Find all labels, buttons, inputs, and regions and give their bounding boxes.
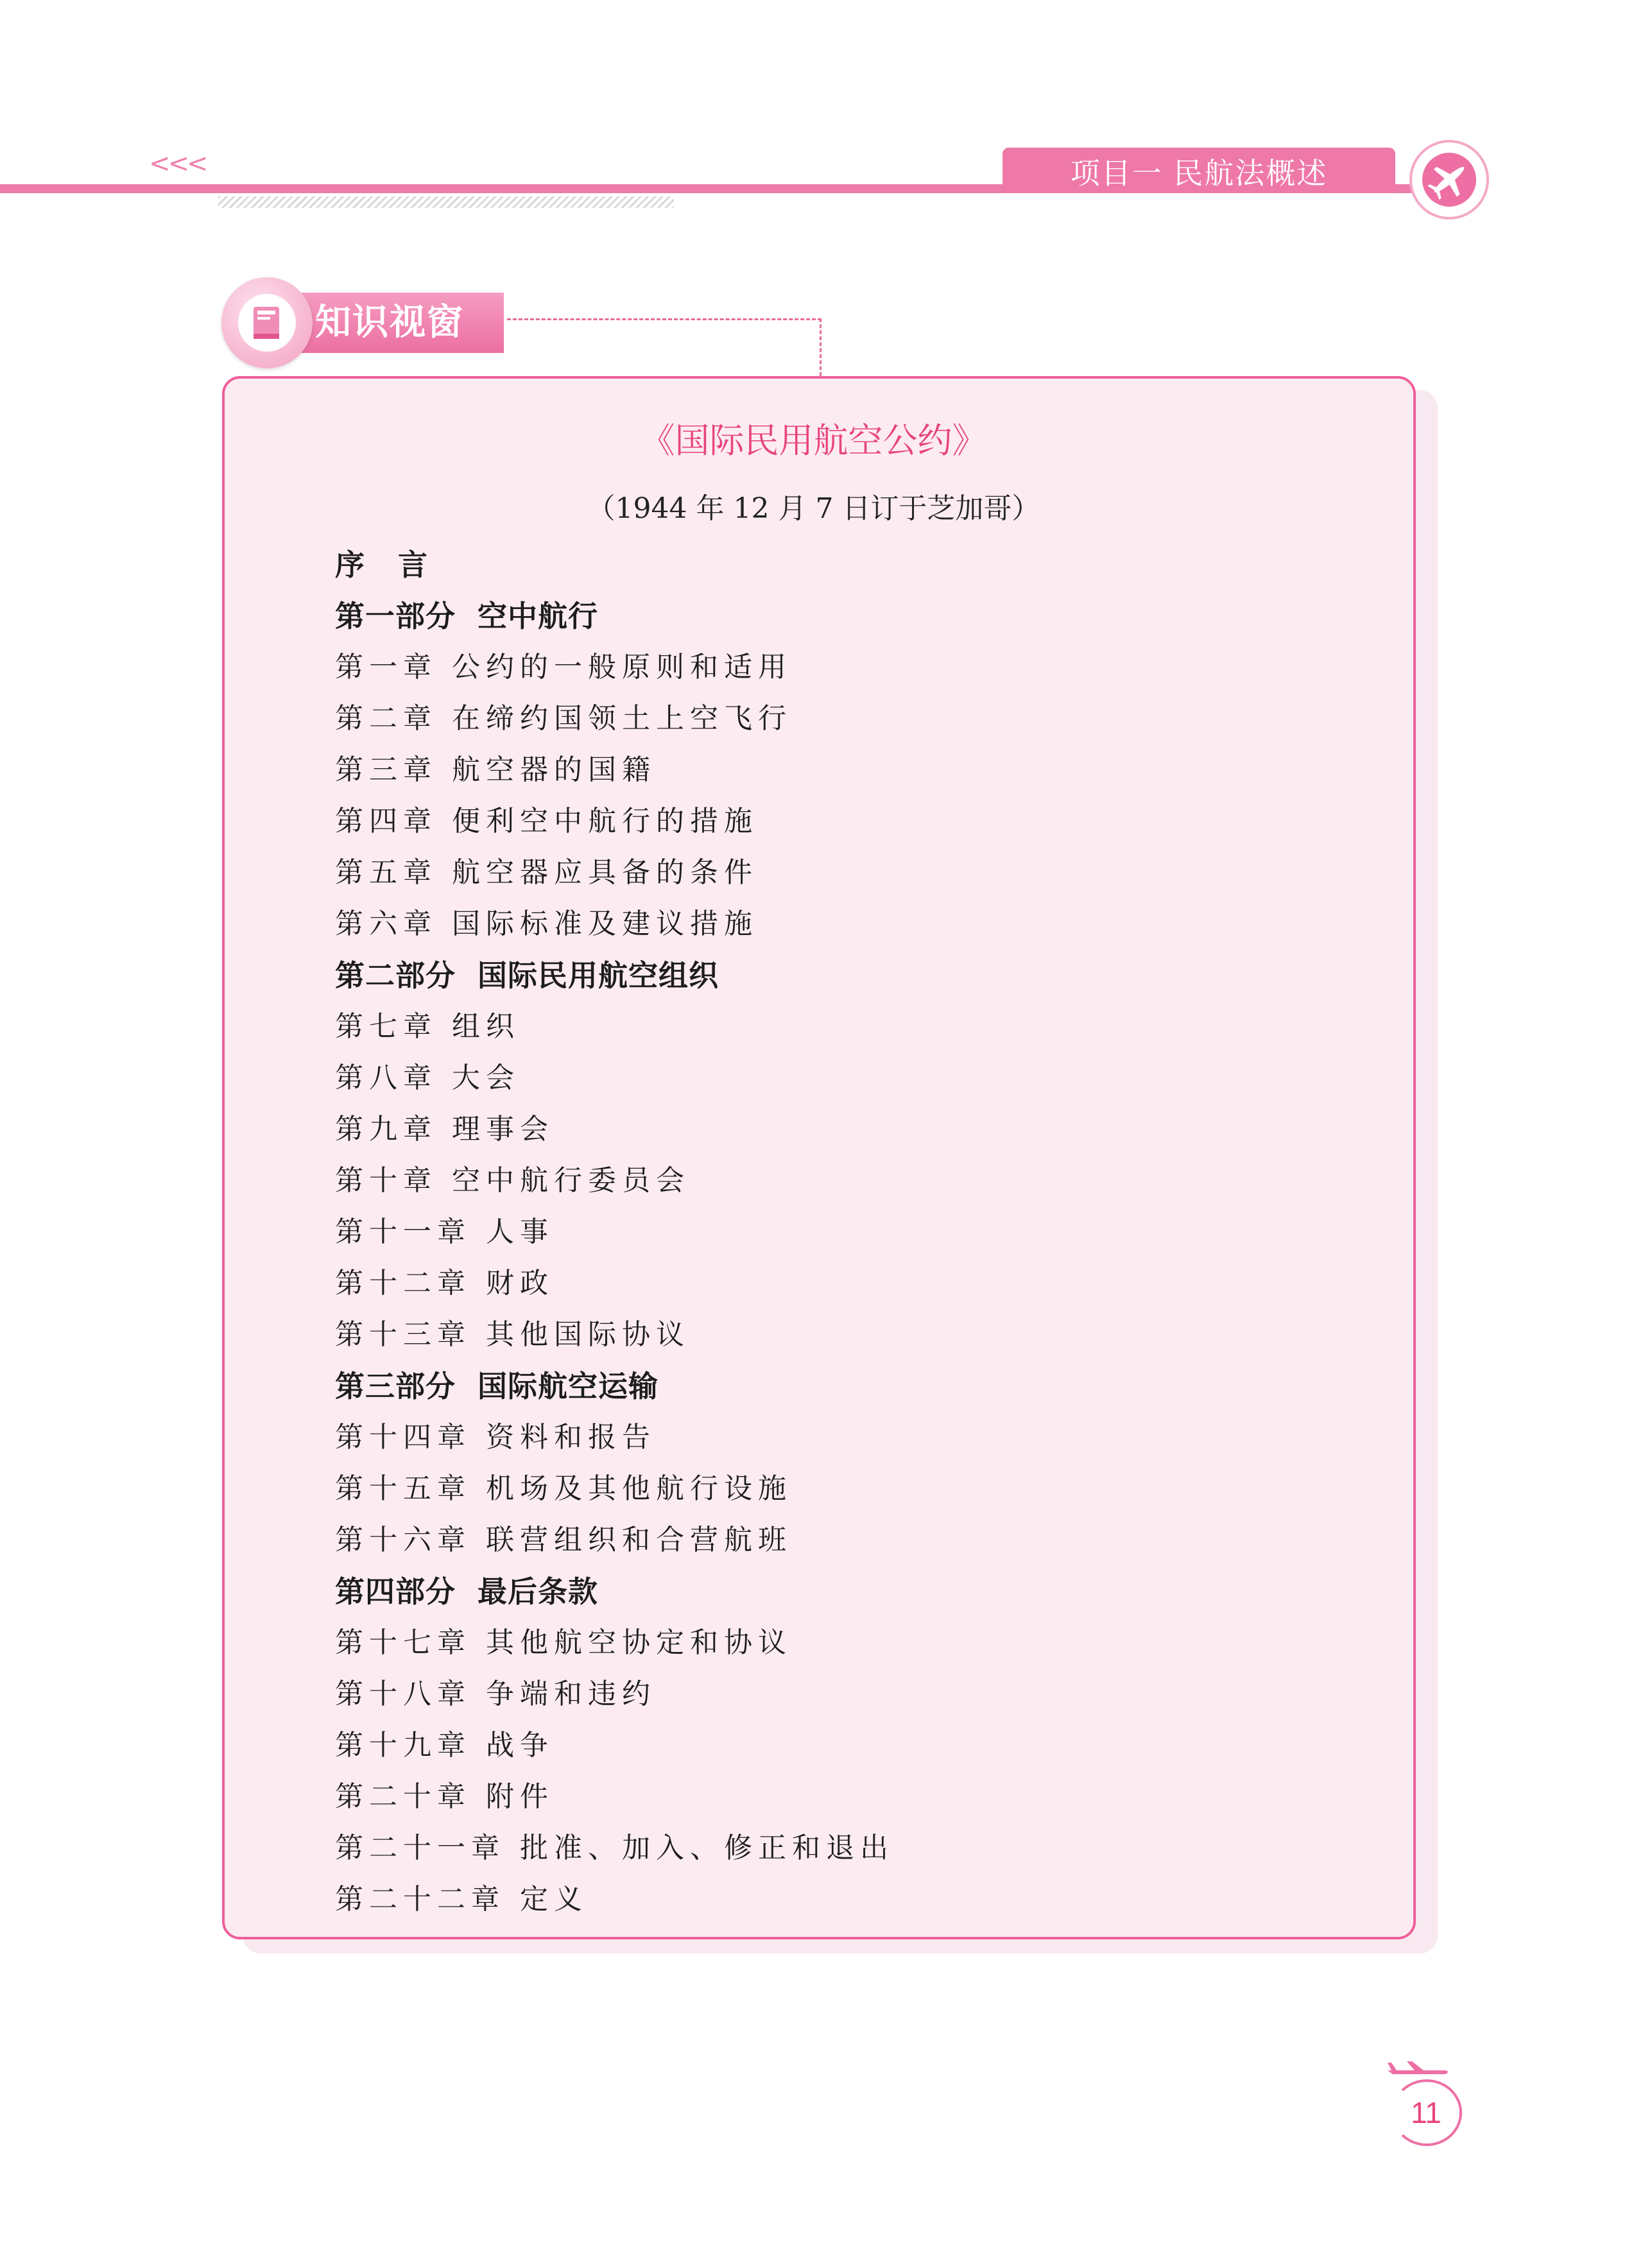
toc-chapter-item: 第九章 理事会: [335, 1113, 554, 1146]
document-title: 《国际民用航空公约》: [640, 420, 987, 461]
toc-chapter-item: 第十二章 财政: [335, 1267, 554, 1300]
book-icon: [238, 294, 296, 352]
header-badge: [1409, 140, 1489, 219]
toc-chapter-item: 第十三章 其他国际协议: [335, 1318, 690, 1351]
toc-part-heading: 序 言: [335, 547, 429, 582]
toc-part-heading: 第二部分 国际民用航空组织: [335, 958, 719, 993]
section-tab: 项目一 民航法概述: [1003, 148, 1395, 193]
toc-chapter-item: 第八章 大会: [335, 1061, 520, 1094]
toc-chapter-item: 第十七章 其他航空协定和协议: [335, 1626, 792, 1659]
toc-chapter-item: 第十六章 联营组织和合营航班: [335, 1524, 792, 1556]
knowledge-window-label: 知识视窗: [286, 293, 504, 353]
toc-chapter-item: 第六章 国际标准及建议措施: [335, 907, 758, 940]
toc-chapter-item: 第二十一章 批准、加入、修正和退出: [335, 1832, 894, 1864]
toc-chapter-item: 第十章 空中航行委员会: [335, 1164, 690, 1197]
toc-chapter-item: 第五章 航空器应具备的条件: [335, 856, 758, 889]
airplane-icon: [1386, 2059, 1451, 2082]
toc-chapter-item: 第十一章 人事: [335, 1216, 554, 1248]
knowledge-window-tag: [221, 277, 504, 368]
knowledge-window-badge: [221, 277, 313, 368]
table-of-contents: [335, 539, 1362, 1925]
connector-dash-vertical: [820, 318, 822, 376]
toc-chapter-item: 第十九章 战争: [335, 1729, 554, 1762]
toc-part-heading: 第四部分 最后条款: [335, 1574, 599, 1609]
page-number: 11: [1411, 2096, 1442, 2129]
toc-chapter-item: 第四章 便利空中航行的措施: [335, 805, 758, 838]
toc-chapter-item: 第十五章 机场及其他航行设施: [335, 1472, 792, 1505]
toc-chapter-item: 第二十二章 定义: [335, 1883, 588, 1916]
toc-chapter-item: 第十四章 资料和报告: [335, 1421, 656, 1454]
header-hatch-decoration: [218, 196, 674, 208]
header-arrows: <<<: [149, 149, 206, 178]
toc-chapter-item: 第七章 组织: [335, 1010, 520, 1043]
toc-chapter-item: 第十八章 争端和违约: [335, 1678, 656, 1710]
toc-part-heading: 第一部分 空中航行: [335, 599, 599, 633]
toc-chapter-item: 第二十章 附件: [335, 1780, 554, 1813]
toc-chapter-item: 第一章 公约的一般原则和适用: [335, 651, 792, 683]
airplane-icon: [1422, 153, 1476, 207]
connector-dash-horizontal: [507, 318, 822, 320]
toc-chapter-item: 第三章 航空器的国籍: [335, 753, 656, 786]
document-subtitle: （1944 年 12 月 7 日订于芝加哥）: [587, 492, 1040, 525]
toc-chapter-item: 第二章 在缔约国领土上空飞行: [335, 702, 792, 735]
toc-part-heading: 第三部分 国际航空运输: [335, 1369, 659, 1404]
